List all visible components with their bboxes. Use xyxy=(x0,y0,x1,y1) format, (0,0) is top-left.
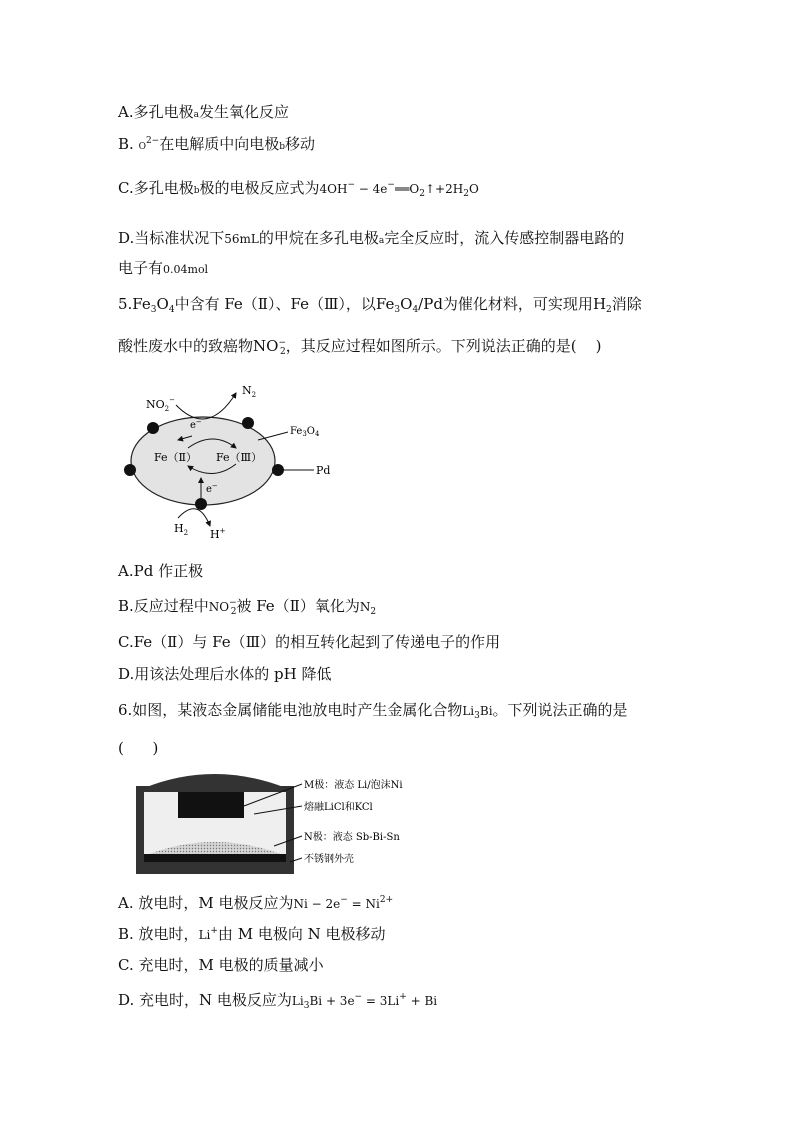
q5-s1e: O xyxy=(400,295,413,313)
q4-option-d-line1 xyxy=(118,228,624,251)
pd-dot xyxy=(195,498,207,510)
q5-s1-sub2: 4 xyxy=(168,305,175,315)
q6-s1b: Li xyxy=(462,704,475,718)
q4-b-prefix: B. xyxy=(118,135,139,153)
q4-c-eq4-sub: 2 xyxy=(463,189,469,199)
q4-option-a xyxy=(118,102,289,125)
q6-c-text: C. 充电时，M 电极的质量减小 xyxy=(118,956,324,974)
q6-d-e: + Bi xyxy=(406,994,438,1008)
q4-a-text: A.多孔电极 xyxy=(118,103,194,121)
q6-s2: ( ) xyxy=(118,739,159,757)
q4-d-line2-b: 0.04mol xyxy=(163,263,209,276)
q4-c-eq2: − 4e xyxy=(354,182,388,196)
q5-b-d: N xyxy=(359,600,371,614)
q5-stem-line2 xyxy=(118,336,602,356)
q4-c-eq4: ↑+2H xyxy=(424,182,464,196)
q6-b-sup: + xyxy=(210,926,218,936)
q6-d-b: Li xyxy=(291,994,304,1008)
q5-s1a: 5.Fe xyxy=(118,295,151,313)
q4-b-ion-sup: 2− xyxy=(145,136,160,146)
q4-d-letter: a xyxy=(378,236,385,246)
q6-battery-diagram xyxy=(134,766,404,876)
q6-a-sup: − xyxy=(340,895,348,905)
q6-a-a: A. 放电时，M 电极反应为 xyxy=(118,894,294,912)
q4-d-a: D.当标准状况下 xyxy=(118,229,225,247)
q5-s1b: O xyxy=(156,295,169,313)
pd-dot xyxy=(124,464,136,476)
q5-s2c: ，其反应过程如图所示。下列说法正确的是( xyxy=(285,337,577,355)
q6-d-a: D. 充电时，N 电极反应为 xyxy=(118,991,292,1009)
q5-option-b xyxy=(118,596,376,617)
fig-fe2: Fe（Ⅱ） xyxy=(154,451,198,464)
molten-salt-label: 熔融LiCl和KCl xyxy=(304,802,373,813)
q4-c-text: 极的电极反应式为 xyxy=(199,179,320,197)
q4-d-line2-a: 电子有 xyxy=(118,259,164,277)
q4-c-letter: b xyxy=(193,186,200,196)
q4-option-d-line2 xyxy=(118,258,208,280)
q4-b-letter: b xyxy=(279,142,286,152)
q4-d-b: 56mL xyxy=(224,232,259,246)
q5-b-b: NO xyxy=(208,600,230,614)
q4-c-arrow: ══ xyxy=(394,182,410,196)
q5-s2a: 酸性废水中的致癌物 xyxy=(118,337,254,355)
q6-option-b xyxy=(118,924,385,945)
q4-c-eq5: O xyxy=(468,182,479,196)
pd-dot xyxy=(147,422,159,434)
q5-s1-sub4: 4 xyxy=(412,305,419,315)
q4-b-mid: 在电解质中向电极 xyxy=(159,135,280,153)
fig-fe3: Fe（Ⅲ） xyxy=(216,451,263,464)
q6-s1-sub: 3 xyxy=(474,711,480,721)
q5-s2-sup: − xyxy=(278,338,286,348)
q5-b-sup: − xyxy=(229,598,237,608)
q5-option-a xyxy=(118,561,203,581)
q5-s1i: 消除 xyxy=(611,295,642,313)
q6-d-c: Bi + 3e xyxy=(309,994,355,1008)
fig-e-top: e− xyxy=(190,418,202,431)
q6-a-c: = Ni xyxy=(347,897,380,911)
q5-s1h: H xyxy=(592,295,607,313)
shell-label: 不锈钢外壳 xyxy=(304,854,354,865)
q6-option-a xyxy=(118,893,393,914)
q6-stem-line1 xyxy=(118,700,628,721)
q5-option-c xyxy=(118,632,500,652)
q6-option-d xyxy=(118,990,437,1011)
q6-stem-line2 xyxy=(118,738,158,758)
q4-option-b xyxy=(118,134,315,157)
q6-s1c: Bi xyxy=(479,704,493,718)
q5-a-text: A.Pd 作正极 xyxy=(118,562,204,580)
q6-s1d: 。下列说法正确的是 xyxy=(492,701,628,719)
q5-s2-sub: 2 xyxy=(280,347,286,357)
pd-dot xyxy=(242,417,254,429)
q6-s1a: 6.如图，某液态金属储能电池放电时产生金属化合物 xyxy=(118,701,463,719)
q5-s1-sub5: 2 xyxy=(606,305,612,315)
q6-d-sup2: + xyxy=(399,992,407,1002)
q5-s2d: ) xyxy=(576,337,602,355)
q5-reaction-diagram xyxy=(118,378,338,542)
q4-d-d: 完全反应时，流入传感控制器电路的 xyxy=(384,229,625,247)
shell-lid xyxy=(144,774,286,788)
q4-option-c xyxy=(118,178,479,201)
q4-c-eq1-sup: − xyxy=(347,180,355,190)
q5-option-d xyxy=(118,664,331,684)
m-electrode xyxy=(178,792,244,818)
q4-a-suffix: 发生氧化反应 xyxy=(198,103,289,121)
q5-s1c: 中含有 Fe（Ⅱ）、Fe（Ⅲ），以 xyxy=(174,295,376,313)
q5-b-c: 被 Fe（Ⅱ）氧化为 xyxy=(236,597,360,615)
q4-a-letter: a xyxy=(193,110,199,120)
q5-d-text: D.用该法处理后水体的 pH 降低 xyxy=(118,665,332,683)
fig-hplus: H+ xyxy=(210,527,226,541)
q4-c-eq2-sup: − xyxy=(387,180,395,190)
q6-b-a: B. 放电时， xyxy=(118,925,199,943)
fig-n2: $N_2$ xyxy=(242,384,257,399)
q6-b-c: 由 M 电极向 N 电极移动 xyxy=(217,925,386,943)
q4-c-eq3: O xyxy=(409,182,420,196)
q4-c-eq3-sub: 2 xyxy=(419,189,425,199)
q5-s1f: /Pd xyxy=(418,295,443,313)
n-electrode-label: N极：液态 Sb-Bi-Sn xyxy=(304,832,400,843)
q5-b-sub2: 2 xyxy=(370,607,377,617)
q5-s1-sub3: 3 xyxy=(394,305,401,315)
fig-fe3o4: $Fe_3O_4$ xyxy=(290,426,320,438)
q4-b-ion: O xyxy=(138,142,146,152)
q6-a-sup2: 2+ xyxy=(379,895,394,905)
no2-to-n2-arrow xyxy=(176,393,236,419)
q4-c-eq1: 4OH xyxy=(319,182,348,196)
q5-stem-line1 xyxy=(118,294,642,314)
fig-no2: $NO_2^-$ xyxy=(146,396,175,413)
q6-d-sup: − xyxy=(354,992,363,1002)
q5-b-sub: 2 xyxy=(230,607,237,617)
q5-c-text: C.Fe（Ⅱ）与 Fe（Ⅲ）的相互转化起到了传递电子的作用 xyxy=(118,633,501,651)
q5-s1d: Fe xyxy=(375,295,395,313)
n-base xyxy=(144,854,286,862)
m-electrode-label: M极：液态 Li/泡沫Ni xyxy=(304,780,403,791)
q6-d-sub: 3 xyxy=(303,1001,310,1011)
pd-dot xyxy=(272,464,284,476)
q5-b-a: B.反应过程中 xyxy=(118,597,209,615)
q4-d-c: 的甲烷在多孔电极 xyxy=(258,229,379,247)
q5-s1-sub1: 3 xyxy=(150,305,157,315)
fig-e-bottom: e− xyxy=(206,482,218,495)
q6-d-d: = 3Li xyxy=(362,994,400,1008)
q4-c-prefix: C.多孔电极 xyxy=(118,179,194,197)
q6-a-b: Ni − 2e xyxy=(293,897,341,911)
q4-b-suffix: 移动 xyxy=(285,135,316,153)
fig-h2: $H_2$ xyxy=(174,522,189,537)
q6-option-c xyxy=(118,955,324,975)
q5-s1g: 为催化材料，可实现用 xyxy=(442,295,593,313)
q5-s2b: NO xyxy=(253,337,279,355)
fig-pd: Pd xyxy=(316,464,331,477)
q6-b-b: Li xyxy=(198,928,211,942)
